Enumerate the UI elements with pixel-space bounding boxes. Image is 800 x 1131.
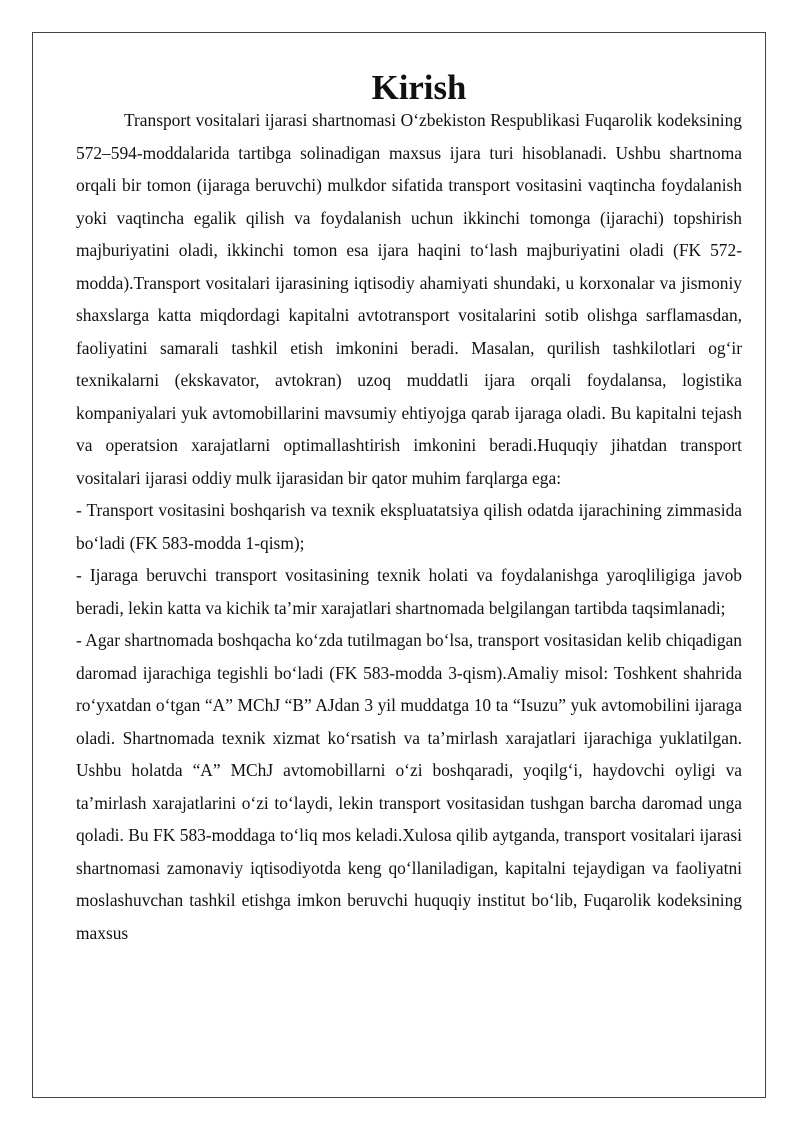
paragraph-intro: Transport vositalari ijarasi shartnomasi O‘zbekiston Respublikasi Fuqarolik kodeksining 572–594-moddalarida tartibga solinadigan maxsus ijara turi hisoblanadi. Ushbu shartnoma orqali bir tomon (ijaraga beruvchi) mulkdor sifatida transport vositasini vaqtincha foydalanish yoki vaqtincha egalik qilish va foydalanish uchun ikkinchi tomonga (ijarachi) topshirish majburiyatini oladi, ikkinchi tomon esa ijara haqini to‘lash majburiyatini oladi (FK 572-modda).Transport vositalari ijarasining iqtisodiy ahamiyati shundaki, u korxonalar va jismoniy shaxslarga katta miqdordagi kapitalni avtotransport vositalarini sotib olishga sarflamasdan, faoliyatini samarali tashkil etish imkonini beradi. Masalan, qurilish tashkilotlari og‘ir texnikalarni (ekskavator, avtokran) uzoq muddatli ijara orqali foydalansa, logistika kompaniyalari yuk avtomobillarini mavsumiy ehtiyojga qarab ijaraga oladi. Bu kapitalni tejash va operatsion xarajatlarni optimallashtirish imkonini beradi.Huquqiy jihatdan transport vositalari ijarasi oddiy mulk ijarasidan bir qator muhim farqlarga ega: [76,110,742,488]
list-item-income: - Agar shartnomada boshqacha ko‘zda tutilmagan bo‘lsa, transport vositasidan kelib chiqadigan daromad ijarachiga tegishli bo‘ladi (FK 583-modda 3-qism).Amaliy misol: Toshkent shahrida ro‘yxatdan o‘tgan “A” MChJ “B” AJdan 3 yil muddatga 10 ta “Isuzu” yuk avtomobilini ijaraga oladi. Shartnomada texnik xizmat ko‘rsatish va ta’mirlash xarajatlari ijarachiga yuklatilgan. Ushbu holatda “A” MChJ avtomobillarni o‘zi boshqaradi, yoqilg‘i, haydovchi oyligi va ta’mirlash xarajatlarini o‘zi to‘laydi, lekin transport vositasidan tushgan barcha daromad unga qoladi. Bu FK 583-moddaga to‘liq mos keladi.Xulosa qilib aytganda, transport vositalari ijarasi shartnomasi zamonaviy iqtisodiyotda keng qo‘llaniladigan, kapitalni tejaydigan va faoliyatni moslashuvchan tashkil etishga imkon beruvchi huquqiy institut bo‘lib, Fuqarolik kodeksining maxsus [76,630,742,943]
list-item-management: - Transport vositasini boshqarish va texnik ekspluatatsiya qilish odatda ijarachining zimmasida bo‘ladi (FK 583-modda 1-qism); [76,500,742,553]
document-body [76,68,742,949]
document-title: Kirish [371,68,467,107]
list-item-technical-condition: - Ijaraga beruvchi transport vositasining texnik holati va foydalanishga yaroqliligiga javob beradi, lekin katta va kichik ta’mir xarajatlari shartnomada belgilangan tartibda taqsimlanadi; [76,565,742,618]
